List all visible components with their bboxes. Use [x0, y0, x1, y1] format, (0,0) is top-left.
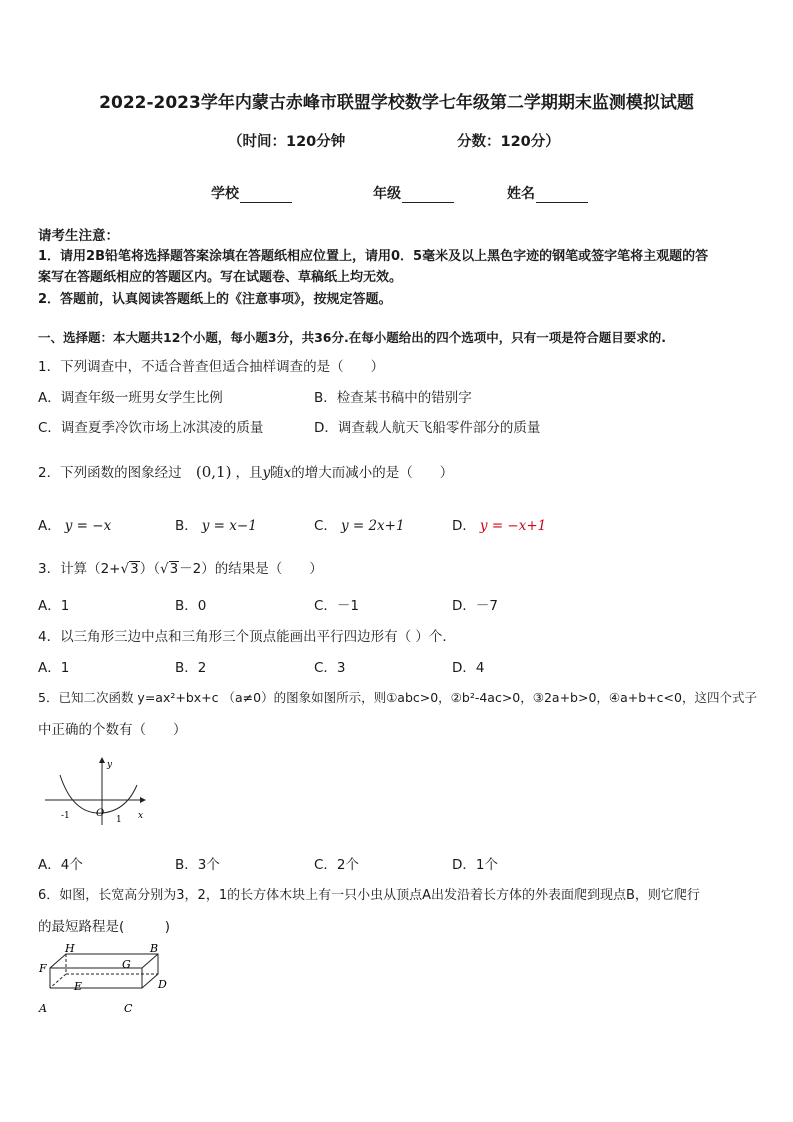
q3-radicand-2: 3: [169, 561, 179, 577]
name-label: 姓名: [507, 186, 535, 202]
q2-stem-text: 2．下列函数的图象经过: [38, 465, 182, 481]
parabola-graph: [40, 755, 155, 827]
grade-field: [373, 183, 454, 203]
vertex-b-label: B: [150, 942, 159, 955]
q2-option-c-expr: y = 2x+1: [340, 518, 405, 534]
q5-option-c: C．2个: [314, 857, 360, 873]
q5-stem-line-2: 中正确的个数有（ ）: [38, 722, 187, 738]
school-blank: [240, 188, 292, 203]
q2-option-d-label: D．: [452, 518, 476, 534]
grade-label: 年级: [373, 186, 401, 202]
notice-title: 请考生注意：: [38, 228, 119, 244]
x-axis: [45, 797, 146, 803]
q3-stem-text: －2）的结果是（ ）: [179, 561, 323, 577]
q2-option-a-label: A．: [38, 518, 61, 534]
q2-option-b-expr: y = x−1: [201, 518, 257, 534]
q1-option-c: C．调查夏季冷饮市场上冰淇凌的质量: [38, 420, 264, 436]
q2-stem: [38, 461, 453, 481]
q1-option-a: A．调查年级一班男女学生比例: [38, 390, 223, 406]
q2-option-d: [452, 514, 546, 534]
q5-stem-line-1: 5．已知二次函数 y=ax²+bx+c （a≠0）的图象如图所示，则①abc>0，②b²-4ac>0，③2a+b>0，④a+b+c<0，这四个式子: [38, 690, 757, 705]
vertex-h-label: H: [65, 942, 75, 955]
q2-option-c-label: C．: [314, 518, 337, 534]
exam-time: （时间：120分钟: [228, 134, 346, 150]
q2-point: (0,1): [195, 463, 232, 481]
sqrt-symbol: √: [120, 561, 130, 577]
graph-neg1-label: -1: [61, 811, 70, 821]
q2-stem-text: 随: [270, 465, 284, 481]
name-blank: [536, 188, 588, 203]
q3-radicand-1: 3: [130, 561, 139, 577]
q3-option-c: C．－1: [314, 598, 360, 614]
vertex-e-label: E: [74, 980, 83, 993]
graph-x-label: x: [138, 811, 144, 821]
notice-line-1a: 1．请用2B铅笔将选择题答案涂填在答题纸相应位置上，请用0．5毫米及以上黑色字迹的钢笔或签字笔将主观题的答: [38, 249, 709, 264]
school-label: 学校: [211, 186, 239, 202]
q3-stem-text: ）（: [139, 561, 160, 577]
q3-stem: [38, 557, 323, 577]
q5-option-b: B．3个: [175, 857, 220, 873]
q4-option-b: B．2: [175, 660, 207, 676]
q4-option-d: D．4: [452, 660, 485, 676]
q4-option-a: A．1: [38, 660, 70, 676]
q3-option-a: A．1: [38, 598, 70, 614]
q2-option-d-expr: y = −x+1: [479, 518, 547, 534]
q5-option-a: A．4个: [38, 857, 83, 873]
q5-option-d: D．1个: [452, 857, 498, 873]
q4-stem: 4．以三角形三边中点和三角形三个顶点能画出平行四边形有（ ）个．: [38, 629, 456, 645]
graph-y-label: y: [107, 760, 113, 770]
q3-stem-text: 3．计算（2+: [38, 561, 121, 577]
q3-option-d: D．－7: [452, 598, 498, 614]
graph-pos1-label: 1: [116, 815, 122, 825]
q2-option-b-label: B．: [175, 518, 198, 534]
notice-line-2: 2．答题前，认真阅读答题纸上的《注意事项》，按规定答题。: [38, 292, 392, 307]
q3-option-b: B．0: [175, 598, 207, 614]
vertex-a-label: A: [39, 1002, 47, 1015]
q2-var-y: y: [262, 465, 271, 481]
q2-option-c: [314, 514, 405, 534]
school-field: [211, 183, 292, 203]
notice-line-1b: 案写在答题纸相应的答题区内。写在试题卷、草稿纸上均无效。: [38, 270, 403, 285]
grade-blank: [402, 188, 454, 203]
q2-var-x: x: [283, 465, 292, 481]
page-title: 2022-2023学年内蒙古赤峰市联盟学校数学七年级第二学期期末监测模拟试题: [99, 93, 694, 113]
vertex-c-label: C: [124, 1002, 133, 1015]
q6-stem-line-1: 6．如图，长宽高分别为3，2，1的长方体木块上有一只小虫从顶点A出发沿着长方体的外表面爬到现点B，则它爬行: [38, 888, 700, 903]
q1-stem: 1．下列调查中，不适合普查但适合抽样调查的是（ ）: [38, 359, 385, 375]
q4-option-c: C．3: [314, 660, 346, 676]
q2-stem-text: 的增大而减小的是（ ）: [291, 465, 454, 481]
vertex-d-label: D: [158, 978, 167, 991]
exam-score: 分数：120分）: [457, 134, 560, 150]
q2-option-a: [38, 514, 111, 534]
vertex-g-label: G: [122, 958, 131, 971]
graph-origin-label: O: [96, 808, 105, 819]
vertex-f-label: F: [39, 962, 47, 975]
q1-option-b: B．检查某书稿中的错别字: [314, 390, 472, 406]
q2-stem-text: ，且: [235, 465, 263, 481]
q1-option-d: D．调查载人航天飞船零件部分的质量: [314, 420, 541, 436]
q6-stem-line-2: 的最短路程是( ): [38, 919, 171, 935]
section-title: 一、选择题：本大题共12个小题，每小题3分，共36分.在每小题给出的四个选项中，只有一项是符合题目要求的.: [38, 330, 666, 345]
cuboid-figure: [36, 938, 176, 1020]
sqrt-symbol: √: [159, 561, 169, 577]
q2-option-a-expr: y = −x: [64, 518, 112, 534]
name-field: [507, 183, 588, 203]
q2-option-b: [175, 514, 257, 534]
